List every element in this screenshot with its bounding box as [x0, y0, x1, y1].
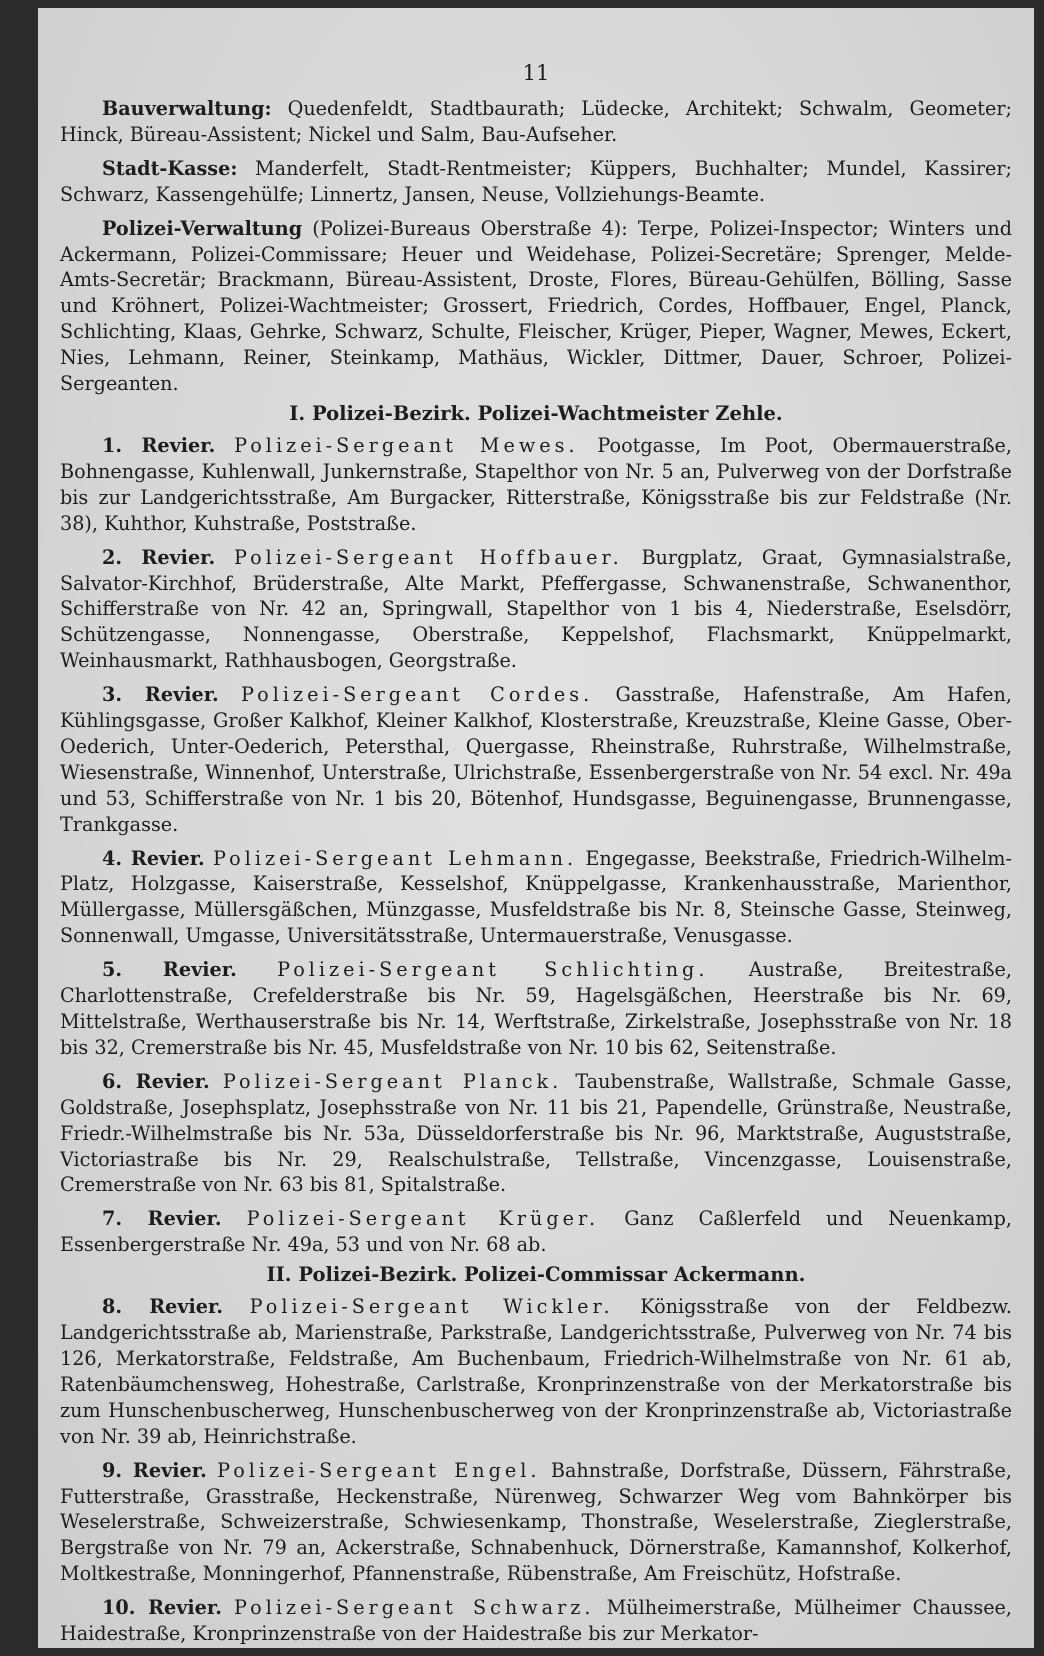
paragraph-text: Manderfelt, Stadt-Rentmeister; Küppers, Buchhalter; Mundel, Kassirer; Schwarz, Kassengehülfe; Linnertz, Jansen, Neuse, Vollziehungs-Beamte. [60, 156, 1012, 206]
revier-sergeant: Polizei-Sergeant Engel. [217, 1458, 541, 1482]
page-number: 11 [522, 61, 550, 85]
bezirk-2-reviere [60, 1294, 1012, 1647]
revier-entry [60, 846, 1012, 950]
revier-number: 2. Revier. [102, 545, 216, 569]
revier-number: 4. Revier. [102, 846, 205, 870]
revier-number: 7. Revier. [102, 1207, 222, 1231]
revier-entry [60, 1206, 1012, 1258]
revier-sergeant: Polizei-Sergeant Hoffbauer. [233, 545, 623, 569]
revier-sergeant: Polizei-Sergeant Wickler. [249, 1295, 614, 1319]
revier-sergeant: Polizei-Sergeant Cordes. [241, 683, 594, 707]
revier-streets: Austraße, Breitestraße, Charlottenstraße, Crefelderstraße bis Nr. 59, Hagelsgäßchen, Heerstraße bis Nr. 69, Mittelstraße, Werthauserstraße bis Nr. 14, Werftstraße, Zirkelstraße, Josephsstraße von Nr. 18 bis 32, Cremerstraße bis Nr. 45, Musfeldstraße von Nr. 10 bis 62, Seitenstraße. [60, 958, 1012, 1059]
bezirk-1-reviere [60, 433, 1012, 1258]
paragraph-polizei-verwaltung [60, 216, 1012, 397]
revier-entry [60, 1458, 1012, 1588]
revier-streets: Engegasse, Beekstraße, Friedrich-Wilhelm-Platz, Holzgasse, Kaiserstraße, Kesselshof, Knüppelgasse, Krankenhausstraße, Marienthor, Müllergasse, Müllersgäßchen, Münzgasse, Musfeldstraße bis Nr. 8, Steinsche Gasse, Steinweg, Sonnenwall, Umgasse, Universitätsstraße, Untermauerstraße, Venusgasse. [60, 846, 1012, 948]
section-heading-bezirk-2: II. Polizei-Bezirk. Polizei-Commissar Ackermann. [266, 1263, 806, 1287]
revier-number: 8. Revier. [102, 1295, 224, 1319]
revier-entry [60, 1294, 1012, 1449]
paragraph-text: (Polizei-Bureaus Oberstraße 4): Terpe, Polizei-Inspector; Winters und Ackermann, Polizei-Commissare; Heuer und Weidehase, Polizei-Secretäre; Sprenger, Melde-Amts-Secretär; Brackmann, Büreau-Assistent, Droste, Flores, Büreau-Gehülfen, Bölling, Sasse und Kröhnert, Polizei-Wachtmeister; Grossert, Friedrich, Cordes, Hoffbauer, Engel, Planck, Schlichting, Klaas, Gehrke, Schwarz, Schulte, Fleischer, Krüger, Pieper, Wagner, Mewes, Eckert, Nies, Lehmann, Reiner, Steinkamp, Mathäus, Wickler, Dittmer, Dauer, Schroer, Polizei-Sergeanten. [60, 216, 1012, 396]
paragraph-stadt-kasse [60, 156, 1012, 208]
revier-sergeant: Polizei-Sergeant Schwarz. [234, 1596, 595, 1620]
paragraph-text: Quedenfeldt, Stadtbaurath; Lüdecke, Architekt; Schwalm, Geometer; Hinck, Büreau-Assistent; Nickel und Salm, Bau-Aufseher. [60, 97, 1012, 146]
revier-number: 3. Revier. [102, 683, 219, 707]
revier-streets: Mülheimerstraße, Mülheimer Chaussee, Haidestraße, Kronprinzenstraße von der Haidestraße bis zur Merkator- [60, 1596, 1013, 1646]
administration-list [60, 96, 1012, 397]
paragraph-lead: Bauverwaltung: [102, 97, 272, 120]
revier-streets: Gasstraße, Hafenstraße, Am Hafen, Kühlingsgasse, Großer Kalkhof, Kleiner Kalkhof, Klosterstraße, Kreuzstraße, Kleine Gasse, Ober-Oederich, Unter-Oederich, Petersthal, Quergasse, Rheinstraße, Ruhrstraße, Wilhelmstraße, Wiesenstraße, Winnenhof, Unterstraße, Ulrichstraße, Essenbergerstraße von Nr. 54 excl. Nr. 49a und 53, Schifferstraße von Nr. 1 bis 20, Bötenhof, Hundsgasse, Beguinengasse, Brunnengasse, Trankgasse. [60, 683, 1012, 836]
revier-sergeant: Polizei-Sergeant Lehmann. [213, 846, 578, 870]
revier-sergeant: Polizei-Sergeant Mewes. [234, 433, 579, 457]
revier-entry [60, 545, 1012, 675]
revier-entry [60, 1069, 1012, 1199]
revier-number: 10. Revier. [102, 1596, 222, 1620]
revier-sergeant: Polizei-Sergeant Krüger. [246, 1207, 600, 1231]
revier-entry [60, 957, 1012, 1061]
revier-number: 9. Revier. [102, 1458, 207, 1482]
paragraph-lead: Stadt-Kasse: [102, 156, 238, 180]
revier-number: 6. Revier. [102, 1069, 210, 1093]
revier-number: 1. Revier. [102, 433, 216, 457]
revier-streets: Taubenstraße, Wallstraße, Schmale Gasse, Goldstraße, Josephsplatz, Josephsstraße von Nr. 11 bis 21, Papendelle, Grünstraße, Neustraße, Friedr.-Wilhelmstraße bis Nr. 53a, Düsseldorferstraße bis Nr. 96, Marktstraße, Auguststraße, Victoriastraße bis Nr. 29, Realschulstraße, Tellstraße, Vincenzgasse, Louisenstraße, Cremerstraße von Nr. 63 bis 81, Spitalstraße. [60, 1069, 1012, 1197]
revier-entry [60, 682, 1012, 837]
revier-streets: Bahnstraße, Dorfstraße, Düssern, Fährstraße, Futterstraße, Grasstraße, Heckenstraße, Nürenweg, Schwarzer Weg vom Bahnkörper bis Weselerstraße, Schweizerstraße, Schwiesenkamp, Thonstraße, Weselerstraße, Zieglerstraße, Bergstraße von Nr. 79 an, Ackerstraße, Schnabenhuck, Dörnerstraße, Kamannshof, Kolkerhof, Moltkestraße, Monningerhof, Pfannenstraße, Rübenstraße, Am Freischütz, Hofstraße. [60, 1458, 1012, 1586]
revier-entry [60, 1595, 1012, 1647]
document-page [38, 8, 1034, 1648]
revier-number: 5. Revier. [102, 958, 237, 982]
paragraph-bauverwaltung [60, 96, 1012, 148]
section-heading-bezirk-1: I. Polizei-Bezirk. Polizei-Wachtmeister Zehle. [289, 401, 783, 425]
revier-streets: Burgplatz, Graat, Gymnasialstraße, Salvator-Kirchhof, Brüderstraße, Alte Markt, Pfeffergasse, Schwanenstraße, Schwanenthor, Schifferstraße von Nr. 42 an, Springwall, Stapelthor von 1 bis 4, Niederstraße, Eselsdörr, Schützengasse, Nonnengasse, Oberstraße, Keppelshof, Flachsmarkt, Knüppelmarkt, Weinhausmarkt, Rathhausbogen, Georgstraße. [60, 545, 1012, 673]
revier-entry [60, 433, 1012, 537]
revier-streets: Ganz Caßlerfeld und Neuenkamp, Essenbergerstraße Nr. 49a, 53 und von Nr. 68 ab. [60, 1207, 1012, 1257]
revier-sergeant: Polizei-Sergeant Schlichting. [277, 958, 709, 982]
revier-streets: Pootgasse, Im Poot, Obermauerstraße, Bohnengasse, Kuhlenwall, Junkernstraße, Stapelthor von Nr. 5 an, Pulverweg von der Dorfstraße bis zur Landgerichtsstraße, Am Burgacker, Ritterstraße, Königsstraße bis zur Feldstraße (Nr. 38), Kuhthor, Kuhstraße, Poststraße. [60, 433, 1013, 535]
revier-streets: Königsstraße von der Feldbezw. Landgerichtsstraße ab, Marienstraße, Parkstraße, Landgerichtsstraße, Pulverweg von Nr. 74 bis 126, Merkatorstraße, Feldstraße, Am Buchenbaum, Friedrich-Wilhelmstraße von Nr. 61 ab, Ratenbäumchensweg, Hohestraße, Carlstraße, Kronprinzenstraße von der Merkatorstraße bis zum Hunschenbuscherweg, Hunschenbuscherweg von der Kronprinzenstraße ab, Victoriastraße von Nr. 39 ab, Heinrichstraße. [60, 1295, 1012, 1448]
revier-sergeant: Polizei-Sergeant Planck. [222, 1069, 563, 1093]
paragraph-lead: Polizei-Verwaltung [102, 216, 303, 240]
